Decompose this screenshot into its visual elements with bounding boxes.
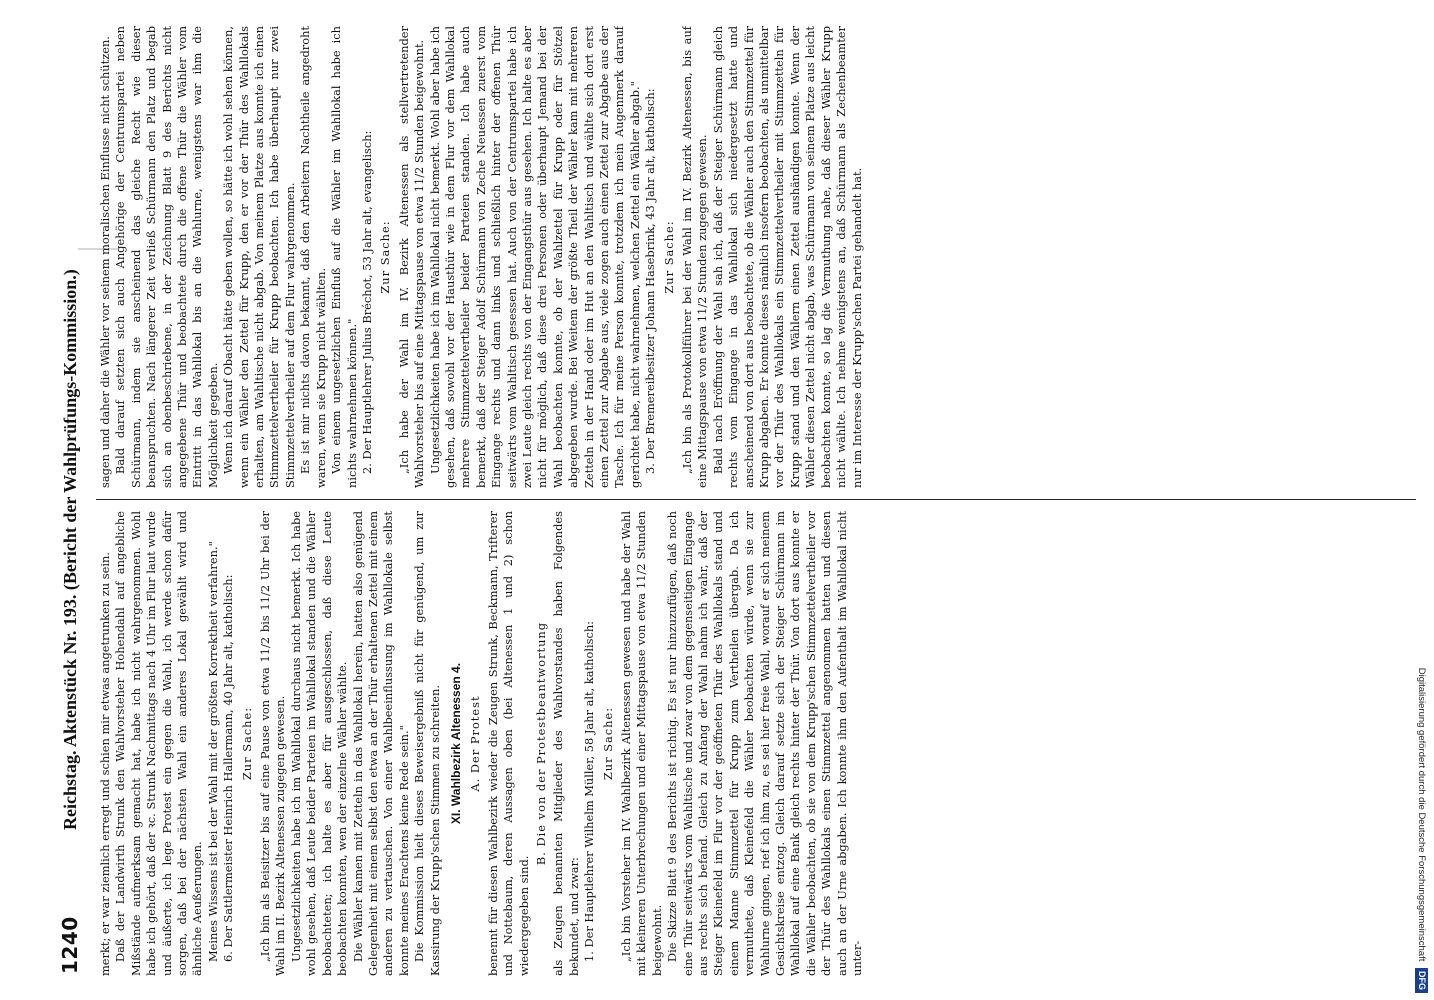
testimony-paragraph: Bald nach Eröffnung der Wahl sah ich, daß der Steiger Schürmann gleich rechts vom Eingange in das Wahllokal sich niedergesetzt hatte und anscheinend von dort aus beobachtete, ob die Wähler auch den Stimmzettel für Krupp abgaben. Er konnte dieses nämlich insofern beobachten, als unmittelbar vor der Thür des Wahllokals ein Stimmzettelvertheiler mit Stimmzetteln für Krupp stand und den Wählern einen Zettel aushändigen konnte. Wenn der Wähler diesen Zettel nicht abgab, was Schürmann von seinem Platze aus leicht beobachten konnte, so lag die Vermuthung nahe, daß dieser Wähler Krupp nicht wählte. Ich nehme wenigstens an, daß Schürmann als Zechenbeamter nur im Interesse der Krupp'schen Partei gehandelt hat.: [710, 26, 864, 488]
paragraph: merkt; er war ziemlich erregt und schien mir etwas angetrunken zu sein.: [98, 552, 112, 976]
witness-intro: 2. Der Hauptlehrer Julius Bréchot, 53 Jahr alt, evangelisch:: [359, 130, 374, 474]
digitization-credit: [1410, 8, 1432, 993]
testimony-paragraph: „Ich bin Vorsteher im IV. Wahlbezirk Altenessen gewesen und habe der Wahl mit kleineren Unterbrechungen und einer Mittagspause von etwa 11/2 Stunden beigewohnt.: [619, 511, 664, 976]
column-divider: [96, 499, 1416, 500]
paragraph: benennt für diesen Wahlbezirk wieder die Zeugen Strunk, Beckmann, Trifterer und Nottebaum, deren Aussagen oben (bei Altenessen 1 und 2) schon wiedergegeben sind.: [485, 511, 531, 976]
testimony-paragraph: „Ich habe der Wahl im IV. Bezirk Altenessen als stellvertretender Wahlvorsteher bis auf eine Mittagspause von etwa 11/2 Stunden beigewohnt.: [396, 26, 427, 488]
text-column-right: [98, 26, 1418, 488]
paragraph: als Zeugen benannten Mitglieder des Wahlvorstandes haben Folgendes bekundet, und zwar:: [551, 511, 581, 976]
testimony-paragraph: Ungesetzlichkeiten habe ich im Wahllokal durchaus nicht bemerkt. Ich habe wohl gesehen, daß Leute beider Parteien im Wahllokal standen und die Wähler beobachteten; ich halte es aber für ausgeschlossen, daß diese Leute beobachten konnten, wen der einzelne Wähler wählte.: [288, 511, 350, 976]
paragraph: Meines Wissens ist bei der Wahl mit der größten Korrektheit verfahren.": [205, 541, 220, 962]
text-column-left: [98, 511, 1418, 976]
paragraph: Die Kommission hielt dieses Beweisergebniß nicht für genügend, um zur Kassirung der Krupp'schen Stimmen zu schreiten.: [412, 511, 442, 976]
testimony-paragraph: „Ich bin als Beisitzer bis auf eine Pause von etwa 11/2 bis 11/2 Uhr bei der Wahl im II. Bezirk Altenessen zugegen gewesen.: [258, 511, 288, 976]
testimony-paragraph: Ungesetzlichkeiten habe ich im Wahllokal nicht bemerkt. Wohl aber habe ich gesehen, daß sowohl vor der Hausthür wie in dem Flur vor dem Wahllokal mehrere Stimmzettelvertheiler beider Parteien standen. Ich habe auch bemerkt, daß der Steiger Adolf Schürmann von Zeche Neuessen zuerst vom Eingange rechts und dann links und schließlich hinter der offenen Thür seitwärts vom Wahltisch gesessen hat. Auch von der Centrumspartei habe ich zwei Leute gleich rechts von der Eingangsthür aus gesehen. Ich halte es aber nicht für möglich, daß diese drei Personen oder überhaupt Jemand bei der Wahl beobachten konnte, ob der Wahlzettel für Krupp oder für Stötzel abgegeben wurde. Bei Weitem der größte Theil der Wähler kam mit mehreren Zetteln in der Hand oder im Hut an den Wahltisch und wählte sich dort erst einen Zettel zur Abgabe aus, viele zogen auch einen Zettel zur Abgabe aus der Tasche. Ich für meine Person konnte, trotzdem ich mein Augenmerk darauf gerichtet habe, nicht wahrnehmen, welchen Zettel ein Wähler abgab.": [427, 26, 642, 488]
witness-intro: 6. Der Sattlermeister Heinrich Hallermann, 40 Jahr alt, katholisch:: [221, 574, 236, 962]
paragraph: Bald darauf setzten sich auch Angehörige der Centrumspartei neben Schürmann, indem sie anscheinend das gleiche Recht wie dieser beanspruchten. Nach längerer Zeit verließ Schürmann den Platz und begab sich an obenbeschriebene, in der Zeichnung Blatt 9 des Berichts nicht angegebene Thür und beobachtete durch die offene Thür die Wähler vom Eintritt in das Wahllokal bis an die Wahlurne, wenigstens war ihm die Möglichkeit gegeben.: [113, 26, 220, 488]
page-header: [58, 20, 92, 980]
witness-intro: 3. Der Bremereibesitzer Johann Hasebrink, 43 Jahr alt, katholisch:: [643, 88, 658, 474]
testimony-paragraph: Die Skizze Blatt 9 des Berichts ist richtig. Es ist nur hinzuzufügen, daß noch eine Thür seitwärts vom Wahltische und zwar von dem gegenseitigen Eingange aus rechts sich befand. Gleich zu Anfang der Wahl nahm ich wahr, daß der Steiger Kleinefeld im Flur vor der geöffneten Thür des Wahllokals stand und einem Manne Stimmzettel für Krupp zum Vertheilen übergab. Da ich vermuthete, daß Kleinefeld die Wähler beobachten würde, wenn sie zur Wahlurne gingen, rief ich ihm zu, es sei hier freie Wahl, worauf er sich meinem Gesichtskreise entzog. Gleich darauf setzte sich der Steiger Schürmann im Wahllokal auf eine Bank gleich rechts hinter der Thür. Von dort aus konnte er die Wähler beobachten, ob sie von dem Krupp'schen Stimmzettelvertheiler vor der Thür des Wahllokals einen Stimmzettel angenommen hatten und diesen auch an der Urne abgaben. Ich konnte ihm den Aufenthalt im Wahllokal nicht unter-: [665, 511, 865, 976]
witness-intro: 1. Der Hauptlehrer Wilhelm Müller, 58 Jahr alt, katholisch:: [582, 620, 597, 962]
section-label: Zur Sache:: [600, 706, 615, 781]
paragraph: Daß der Landwirth Strunk den Wahlvorsteher Hohendahl auf angebliche Mißstände aufmerksam gemacht hat, habe ich nicht wahrgenommen. Wohl habe ich gehört, daß der ꝛc. Strunk Nachmittags nach 4 Uhr im Flur laut wurde und äußerte, ich lege Protest ein gegen die Wahl, ich werde schon dafür sorgen, daß bei der nächsten Wahl ein anderes Lokal gewählt wird und ähnliche Aeußerungen.: [113, 511, 205, 976]
running-title: Reichstag. Aktenstück Nr. 193. (Bericht der Wahlprüfungs-Kommission.): [60, 269, 80, 830]
section-label: Zur Sache:: [378, 220, 393, 294]
paragraph: Von einem ungesetzlichen Einfluß auf die Wähler im Wahllokal habe ich nichts wahrnehmen können.": [329, 26, 359, 488]
paragraph: Wenn ich darauf Obacht hätte geben wollen, so hätte ich wohl sehen können, wenn ein Wähler den Zettel für Krupp, den er vor der Thür des Wahllokals erhalten, am Wahltische nicht abgab. Von meinem Platze aus konnte ich einen Stimmzettelvertheiler für Krupp beobachten. Ich habe überhaupt nur zwei Stimmzettelvertheiler auf dem Flur wahrgenommen.: [221, 26, 297, 488]
credit-text: Digitalisierung gefördert durch die Deutsche Forschungsgemeinschaft: [1416, 667, 1427, 962]
section-heading: XI. Wahlbezirk Altenessen 4.: [448, 662, 463, 825]
section-label: Zur Sache:: [239, 706, 254, 781]
paragraph: sagen und daher die Wähler vor seinem moralischen Einflusse nicht schützen.: [98, 36, 112, 488]
subsection-heading: B. Die von der Protestbeantwortung: [533, 621, 548, 866]
dfg-logo: DFG: [1415, 968, 1428, 993]
testimony-paragraph: „Ich bin als Protokollführer bei der Wahl im IV. Bezirk Altenessen, bis auf eine Mittagspause von etwa 11/2 Stunden zugegen gewesen.: [680, 26, 710, 488]
paragraph: Es ist mir nichts davon bekannt, daß den Arbeitern Nachtheile angedroht waren, wenn sie Krupp nicht wählten.: [298, 26, 328, 488]
rotated-document-page: [58, 20, 1428, 980]
section-label: Zur Sache:: [661, 220, 676, 294]
testimony-paragraph: Die Wähler kamen mit Zetteln in das Wahllokal herein, hatten also genügend Gelegenheit mit einem selbst den etwa an der Thür erhaltenen Zettel mit einem anderen zu vertauschen. Von einer Wahlbeeinflussung im Wahllokale selbst konnte meines Erachtens keine Rede sein.": [350, 511, 411, 976]
subsection-heading: A. Der Protest: [468, 695, 483, 792]
page-number: 1240: [58, 916, 82, 974]
